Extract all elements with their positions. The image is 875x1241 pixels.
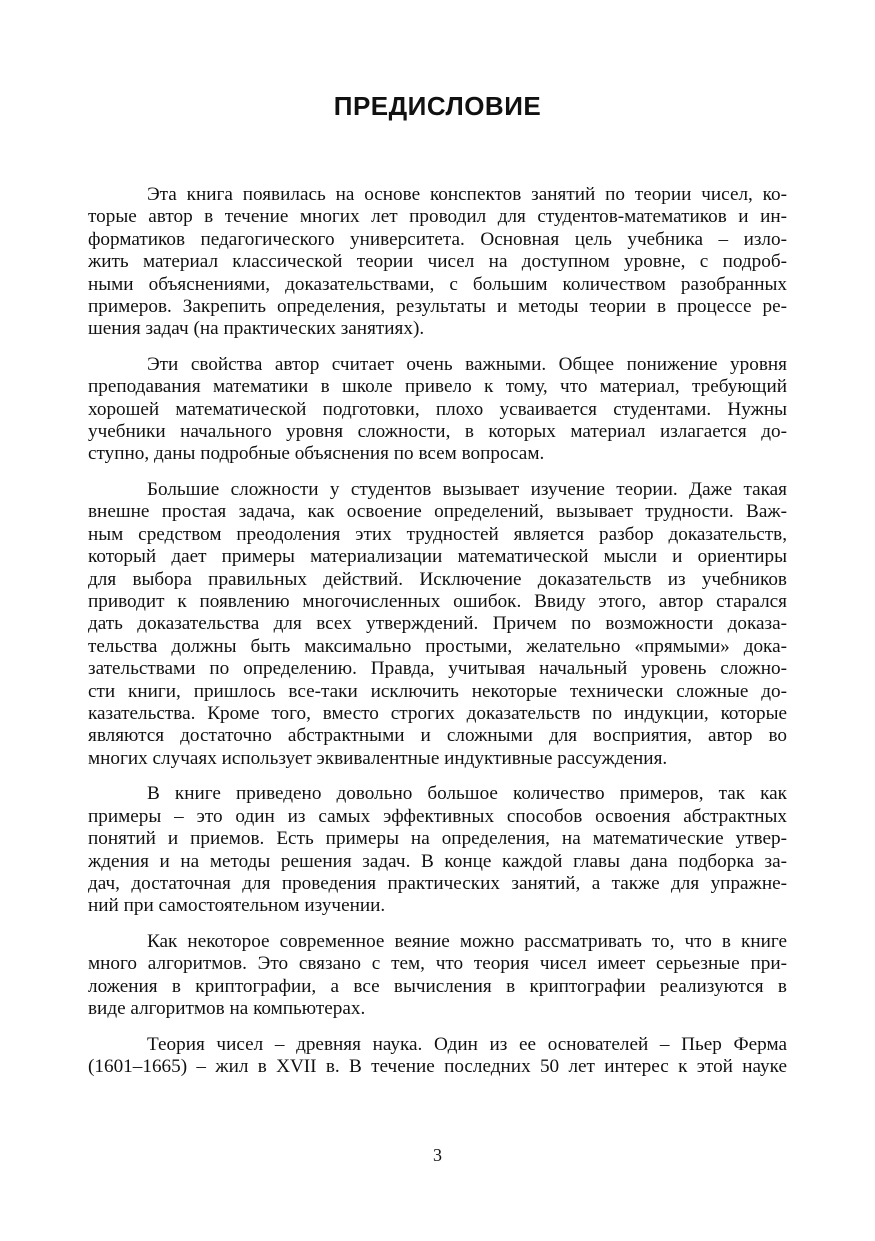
text-line: примеров. Закрепить определения, результаты и методы теории в процессе ре- — [88, 295, 787, 317]
text-line: который дает примеры материализации математической мысли и ориентиры — [88, 546, 787, 568]
text-line: хорошей математической подготовки, плохо усваивается студентами. Нужны — [88, 398, 787, 420]
text-line: внешне простая задача, как освоение определений, вызывает трудности. Важ- — [88, 501, 787, 523]
text-line: В книге приведено довольно большое количество примеров, так как — [147, 783, 787, 805]
body-text — [88, 184, 787, 1092]
text-line: Эти свойства автор считает очень важными. Общее понижение уровня — [147, 353, 787, 375]
text-line: много алгоритмов. Это связано с тем, что теория чисел имеет серьезные при- — [88, 953, 787, 975]
text-line: дать доказательства для всех утверждений. Причем по возможности доказа- — [88, 613, 787, 635]
paragraph — [88, 783, 787, 917]
text-line: ждения и на методы решения задач. В конце каждой главы дана подборка за- — [88, 850, 787, 872]
paragraph — [88, 931, 787, 1021]
text-line: многих случаях использует эквивалентные индуктивные рассуждения. — [88, 747, 668, 769]
text-line: дач, достаточная для проведения практических занятий, а также для упражне- — [88, 872, 787, 894]
text-line: виде алгоритмов на компьютерах. — [88, 998, 366, 1020]
text-line: примеры – это один из самых эффективных способов освоения абстрактных — [88, 805, 787, 827]
paragraph — [88, 479, 787, 770]
text-line: ными объяснениями, доказательствами, с большим количеством разобранных — [88, 273, 787, 295]
paragraph — [88, 184, 787, 341]
text-line: преподавания математики в школе привело к тому, что материал, требующий — [88, 376, 787, 398]
text-line: ным средством преодоления этих трудностей является разбор доказательств, — [88, 523, 787, 545]
page-title: ПРЕДИСЛОВИЕ — [333, 91, 542, 121]
text-line: тельства должны быть максимально простыми, желательно «прямыми» дока- — [88, 635, 787, 657]
text-line: понятий и приемов. Есть примеры на определения, на математические утвер- — [88, 828, 787, 850]
text-line: зательствами по определению. Правда, учитывая начальный уровень сложно- — [88, 658, 787, 680]
text-line: жить материал классической теории чисел на доступном уровне, с подроб- — [88, 251, 787, 273]
text-line: являются достаточно абстрактными и сложными для восприятия, автор во — [88, 725, 787, 747]
paragraph — [88, 1034, 787, 1079]
text-line: шения задач (на практических занятиях). — [88, 318, 425, 340]
book-page — [88, 0, 787, 1241]
text-line: ний при самостоятельном изучении. — [88, 895, 386, 917]
text-line: Теория чисел – древняя наука. Один из ее основателей – Пьер Ферма — [147, 1033, 787, 1055]
text-line: Как некоторое современное веяние можно рассматривать то, что в книге — [147, 930, 787, 952]
text-line: казательства. Кроме того, вместо строгих доказательств по индукции, которые — [88, 702, 787, 724]
text-line: (1601–1665) – жил в XVII в. В течение последних 50 лет интерес к этой науке — [88, 1056, 787, 1077]
text-line: Большие сложности у студентов вызывает изучение теории. Даже такая — [147, 479, 787, 501]
paragraph — [88, 354, 787, 466]
text-line: для выбора правильных действий. Исключение доказательств из учебников — [88, 568, 787, 590]
text-line: ступно, даны подробные объяснения по всем вопросам. — [88, 443, 545, 465]
text-line: Эта книга появилась на основе конспектов занятий по теории чисел, ко- — [147, 184, 787, 205]
text-line: форматиков педагогического университета. Основная цель учебника – изло- — [88, 228, 787, 250]
text-line: торые автор в течение многих лет проводил для студентов-математиков и ин- — [88, 206, 787, 228]
text-line: сти книги, пришлось все-таки исключить некоторые технически сложные до- — [88, 680, 787, 702]
text-line: учебники начального уровня сложности, в которых материал излагается до- — [88, 421, 787, 443]
text-line: приводит к появлению многочисленных ошибок. Ввиду этого, автор старался — [88, 591, 787, 613]
page-number: 3 — [433, 1145, 442, 1165]
text-line: ложения в криптографии, а все вычисления в криптографии реализуются в — [88, 975, 787, 997]
